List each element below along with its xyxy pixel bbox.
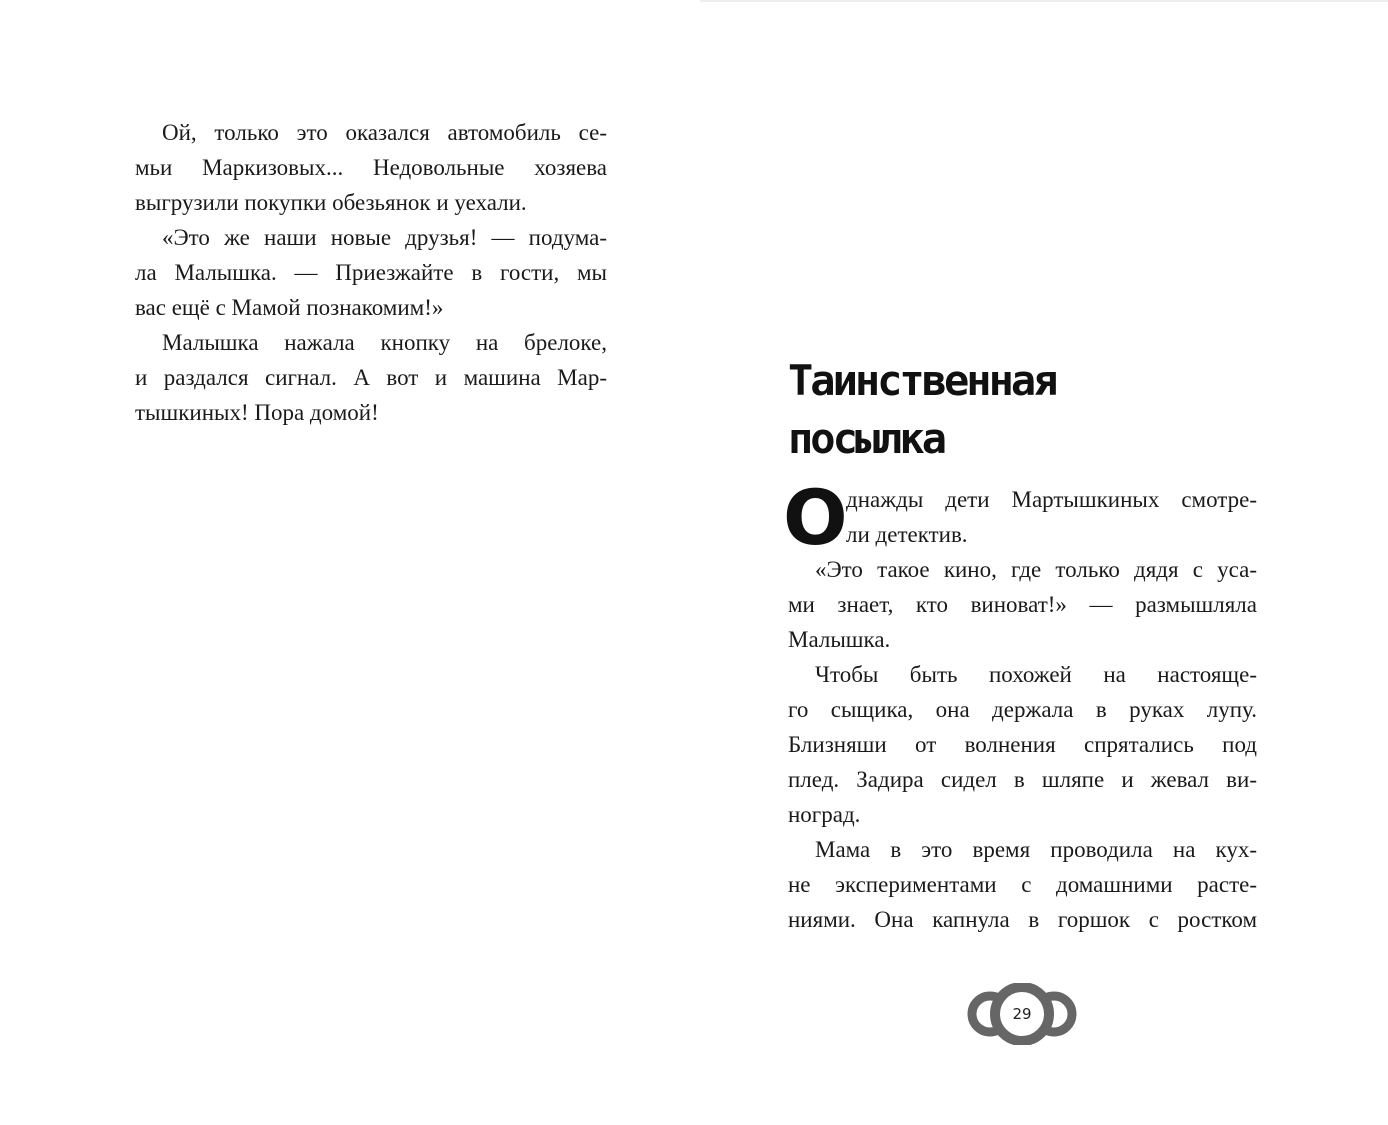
text-line: Малышка. (788, 627, 891, 652)
text-line: выгрузили покупки обезьянок и уехали. (135, 190, 527, 215)
text-line: «Это же наши новые друзья! — подума- (162, 225, 607, 250)
left-page-text (135, 115, 607, 430)
text-line: плед. Задира сидел в шляпе и жевал ви- (788, 767, 1257, 792)
chapter-title (788, 352, 1055, 468)
text-line: Близняши от волнения спрятались под (788, 732, 1257, 757)
page-number-ornament (966, 983, 1078, 1045)
text-line: Малышка нажала кнопку на брелоке, (162, 330, 607, 355)
text-line: Мама в это время проводила на кух- (815, 837, 1257, 862)
page-number: 29 (1012, 1005, 1032, 1023)
text-line: вас ещё с Мамой познакомим!» (135, 295, 444, 320)
text-line: мьи Маркизовых... Недовольные хозяева (135, 155, 607, 180)
drop-cap: О (783, 473, 848, 562)
text-line: ла Малышка. — Приезжайте в гости, мы (135, 260, 607, 285)
text-line: го сыщика, она держала в руках лупу. (788, 697, 1257, 722)
text-line: не экспериментами с домашними расте- (788, 872, 1257, 897)
chapter-title-line: посылка (788, 414, 945, 463)
chapter-title-line: Таинственная (788, 356, 1056, 405)
text-line: тышкиных! Пора домой! (135, 400, 379, 425)
text-line: «Это такое кино, где только дядя с уса- (815, 557, 1257, 582)
text-line: ми знает, кто виноват!» — размышляла (788, 592, 1257, 617)
text-line: днажды дети Мартышкиных смотре- (846, 487, 1257, 512)
text-line: ли детектив. (846, 522, 968, 547)
text-line: и раздался сигнал. А вот и машина Мар- (135, 365, 607, 390)
text-line: ноград. (788, 802, 861, 827)
text-line: ниями. Она капнула в горшок с ростком (788, 907, 1257, 932)
text-line: Чтобы быть похожей на настояще- (815, 662, 1257, 687)
text-line: Ой, только это оказался автомобиль се- (162, 120, 607, 145)
right-page-text (788, 482, 1257, 937)
page-edge-line (700, 0, 1388, 2)
